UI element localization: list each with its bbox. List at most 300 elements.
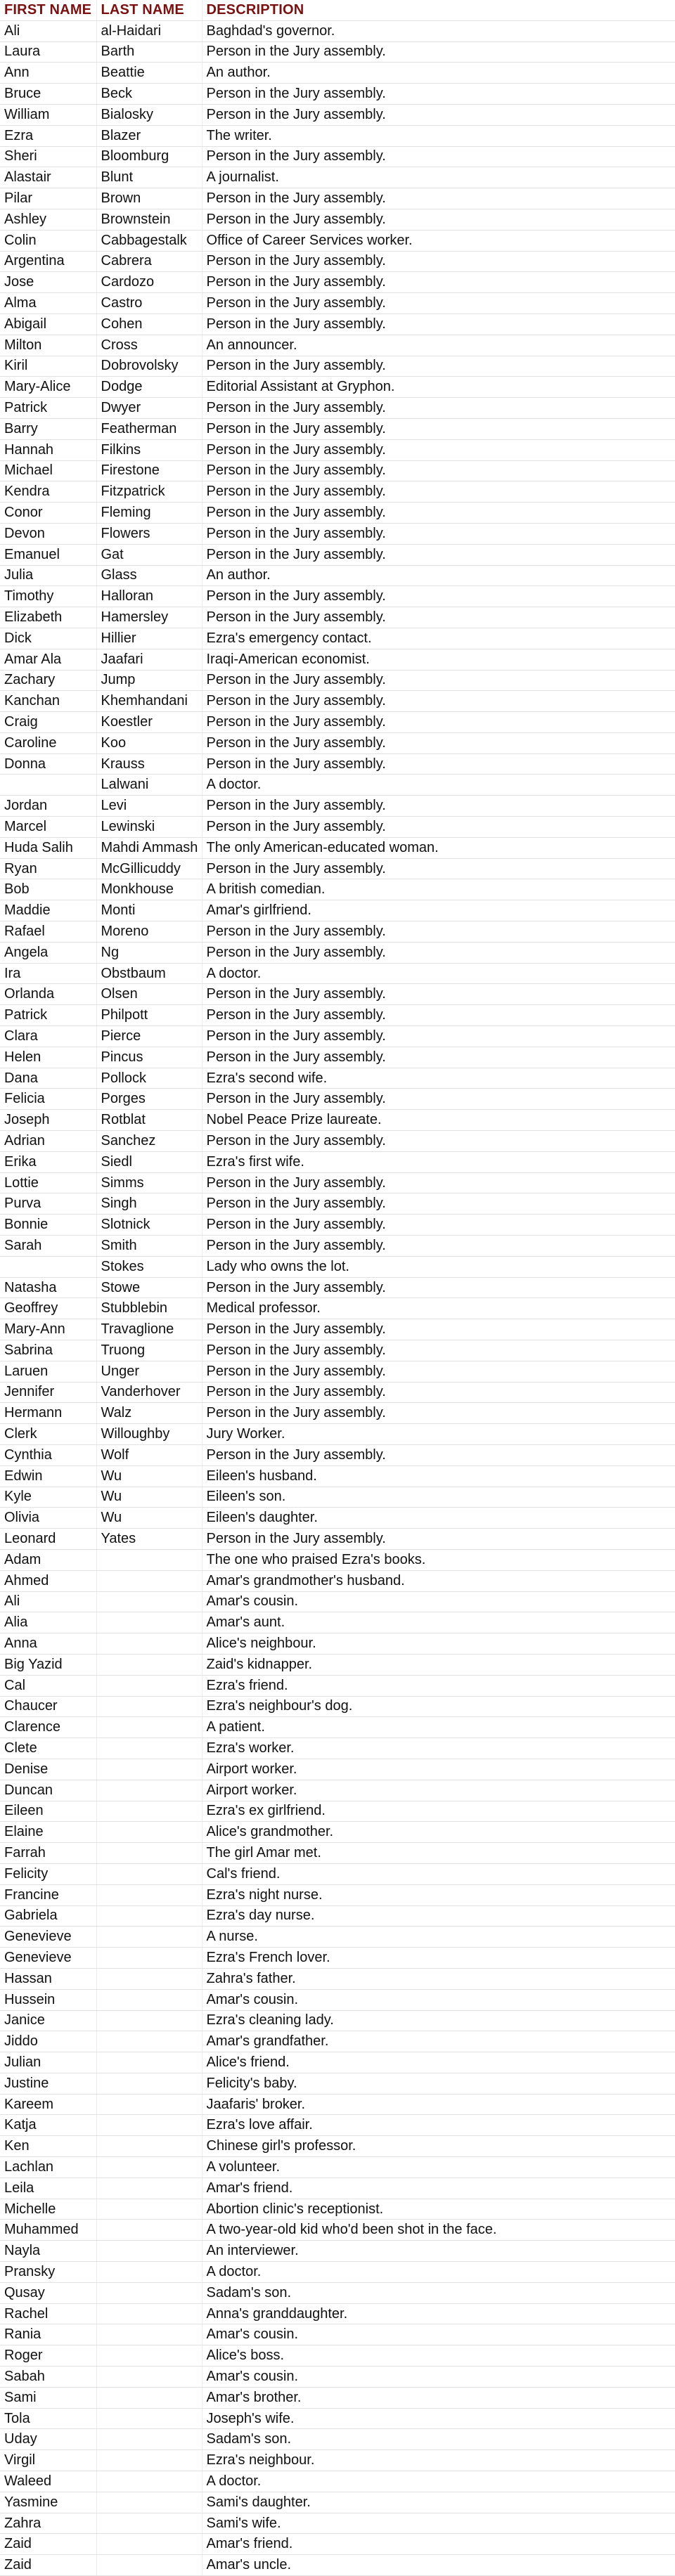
- table-row: [0, 753, 675, 775]
- cell-first-name: Katja: [0, 2115, 96, 2136]
- cell-description: Person in the Jury assembly.: [202, 439, 675, 460]
- table-row: [0, 356, 675, 377]
- cell-last-name: Hamersley: [96, 607, 202, 628]
- table-row: [0, 670, 675, 691]
- cell-last-name: [96, 1822, 202, 1843]
- cell-description: Amar's friend.: [202, 2534, 675, 2555]
- table-row: [0, 1696, 675, 1717]
- cell-first-name: Anna: [0, 1633, 96, 1655]
- cell-first-name: Kyle: [0, 1487, 96, 1508]
- cell-first-name: Ali: [0, 1591, 96, 1612]
- table-row: [0, 1968, 675, 1989]
- cell-last-name: Dwyer: [96, 398, 202, 419]
- cell-first-name: Eileen: [0, 1801, 96, 1822]
- table-row: [0, 2471, 675, 2492]
- table-row: [0, 146, 675, 167]
- cell-description: Person in the Jury assembly.: [202, 670, 675, 691]
- cell-description: Ezra's cleaning lady.: [202, 2010, 675, 2031]
- cell-first-name: Bob: [0, 879, 96, 900]
- table-row: [0, 503, 675, 524]
- cell-description: Jury Worker.: [202, 1424, 675, 1445]
- table-row: [0, 2262, 675, 2283]
- header-description: DESCRIPTION: [202, 0, 675, 20]
- cell-first-name: Alma: [0, 293, 96, 314]
- header-last-name: LAST NAME: [96, 0, 202, 20]
- cell-description: Ezra's love affair.: [202, 2115, 675, 2136]
- cell-first-name: Geoffrey: [0, 1298, 96, 1319]
- cell-last-name: Cohen: [96, 313, 202, 335]
- cell-description: Amar's cousin.: [202, 2324, 675, 2345]
- cell-last-name: Bialosky: [96, 104, 202, 125]
- cell-last-name: [96, 2241, 202, 2262]
- table-row: [0, 628, 675, 649]
- cell-last-name: Wu: [96, 1465, 202, 1487]
- cell-last-name: Castro: [96, 293, 202, 314]
- cell-first-name: Michelle: [0, 2199, 96, 2220]
- cell-first-name: Orlanda: [0, 984, 96, 1005]
- table-row: [0, 942, 675, 963]
- cell-first-name: Cal: [0, 1675, 96, 1696]
- cell-description: Amar's brother.: [202, 2387, 675, 2408]
- cell-description: Alice's grandmother.: [202, 1822, 675, 1843]
- cell-description: Zahra's father.: [202, 1968, 675, 1989]
- cell-description: Chinese girl's professor.: [202, 2136, 675, 2157]
- cell-first-name: William: [0, 104, 96, 125]
- table-row: [0, 230, 675, 251]
- table-row: [0, 2429, 675, 2450]
- table-row: [0, 1780, 675, 1801]
- table-row: [0, 837, 675, 858]
- cell-description: The one who praised Ezra's books.: [202, 1549, 675, 1570]
- table-row: [0, 84, 675, 105]
- table-row: [0, 1759, 675, 1780]
- cell-first-name: Laura: [0, 41, 96, 63]
- cell-description: Ezra's emergency contact.: [202, 628, 675, 649]
- cell-last-name: Gat: [96, 544, 202, 565]
- cell-last-name: [96, 1654, 202, 1675]
- cell-first-name: Rafael: [0, 921, 96, 943]
- table-row: [0, 377, 675, 398]
- cell-last-name: Ng: [96, 942, 202, 963]
- cell-first-name: Francine: [0, 1884, 96, 1905]
- cell-last-name: [96, 2513, 202, 2534]
- cell-last-name: Wolf: [96, 1444, 202, 1465]
- cell-last-name: Walz: [96, 1403, 202, 1424]
- cell-description: Iraqi-American economist.: [202, 649, 675, 670]
- table-row: [0, 2220, 675, 2241]
- cell-description: Person in the Jury assembly.: [202, 1215, 675, 1236]
- table-row: [0, 2513, 675, 2534]
- table-row: [0, 2177, 675, 2199]
- cell-first-name: Muhammed: [0, 2220, 96, 2241]
- cell-first-name: Bruce: [0, 84, 96, 105]
- cell-description: Person in the Jury assembly.: [202, 481, 675, 503]
- table-row: [0, 1884, 675, 1905]
- table-row: [0, 1843, 675, 1864]
- cell-last-name: [96, 2492, 202, 2513]
- table-row: [0, 2555, 675, 2576]
- cell-description: Amar's cousin.: [202, 1591, 675, 1612]
- cell-first-name: Timothy: [0, 586, 96, 607]
- cell-last-name: Monti: [96, 900, 202, 921]
- cell-first-name: Ali: [0, 20, 96, 41]
- table-row: [0, 167, 675, 188]
- cell-first-name: Zahra: [0, 2513, 96, 2534]
- cell-description: Sadam's son.: [202, 2282, 675, 2303]
- cell-last-name: Cabrera: [96, 251, 202, 272]
- cell-first-name: Genevieve: [0, 1948, 96, 1969]
- cell-description: Person in the Jury assembly.: [202, 817, 675, 838]
- cell-first-name: Zaid: [0, 2555, 96, 2576]
- cell-first-name: Angela: [0, 942, 96, 963]
- table-row: [0, 251, 675, 272]
- cell-first-name: Kanchan: [0, 691, 96, 712]
- cell-description: Office of Career Services worker.: [202, 230, 675, 251]
- cell-first-name: Barry: [0, 418, 96, 439]
- cell-first-name: [0, 1256, 96, 1277]
- cell-first-name: Sheri: [0, 146, 96, 167]
- cell-last-name: Lalwani: [96, 775, 202, 796]
- cell-first-name: Denise: [0, 1759, 96, 1780]
- cell-first-name: Clara: [0, 1026, 96, 1047]
- cell-first-name: Caroline: [0, 732, 96, 753]
- cell-last-name: Olsen: [96, 984, 202, 1005]
- cell-last-name: Simms: [96, 1172, 202, 1193]
- cell-first-name: Kendra: [0, 481, 96, 503]
- cell-last-name: Blunt: [96, 167, 202, 188]
- cell-description: Person in the Jury assembly.: [202, 209, 675, 230]
- cell-last-name: [96, 2471, 202, 2492]
- table-row: [0, 104, 675, 125]
- cell-last-name: Pollock: [96, 1068, 202, 1089]
- cell-description: Person in the Jury assembly.: [202, 942, 675, 963]
- cell-last-name: Travaglione: [96, 1319, 202, 1340]
- cell-first-name: Ezra: [0, 125, 96, 146]
- cell-last-name: Dodge: [96, 377, 202, 398]
- cell-first-name: Devon: [0, 523, 96, 544]
- cell-last-name: Rotblat: [96, 1110, 202, 1131]
- cell-description: A doctor.: [202, 963, 675, 984]
- cell-description: Medical professor.: [202, 1298, 675, 1319]
- cell-description: Eileen's daughter.: [202, 1508, 675, 1529]
- cell-description: Person in the Jury assembly.: [202, 1236, 675, 1257]
- cell-last-name: Beattie: [96, 63, 202, 84]
- table-row: [0, 858, 675, 879]
- cell-last-name: Filkins: [96, 439, 202, 460]
- table-row: [0, 712, 675, 733]
- cell-description: Person in the Jury assembly.: [202, 251, 675, 272]
- table-row: [0, 817, 675, 838]
- table-row: [0, 1298, 675, 1319]
- cell-first-name: Joseph: [0, 1110, 96, 1131]
- cell-last-name: [96, 2555, 202, 2576]
- table-row: [0, 439, 675, 460]
- table-row: [0, 2450, 675, 2471]
- table-row: [0, 1382, 675, 1403]
- cell-description: A volunteer.: [202, 2157, 675, 2178]
- cell-first-name: Craig: [0, 712, 96, 733]
- cell-description: A two-year-old kid who'd been shot in the face.: [202, 2220, 675, 2241]
- table-row: [0, 1068, 675, 1089]
- cell-first-name: Uday: [0, 2429, 96, 2450]
- cell-description: Person in the Jury assembly.: [202, 41, 675, 63]
- cell-last-name: al-Haidari: [96, 20, 202, 41]
- cell-last-name: Siedl: [96, 1151, 202, 1172]
- table-row: [0, 1131, 675, 1152]
- cell-first-name: Sabrina: [0, 1340, 96, 1361]
- table-row: [0, 1717, 675, 1738]
- table-row: [0, 921, 675, 943]
- header-row: [0, 0, 675, 20]
- cell-description: Amar's grandfather.: [202, 2031, 675, 2052]
- table-row: [0, 1215, 675, 1236]
- cell-last-name: [96, 1884, 202, 1905]
- cell-description: Alice's neighbour.: [202, 1633, 675, 1655]
- cell-last-name: [96, 2052, 202, 2073]
- cell-first-name: Nayla: [0, 2241, 96, 2262]
- table-row: [0, 544, 675, 565]
- cell-last-name: Brownstein: [96, 209, 202, 230]
- cell-first-name: Edwin: [0, 1465, 96, 1487]
- cell-first-name: Janice: [0, 2010, 96, 2031]
- cell-description: A patient.: [202, 1717, 675, 1738]
- table-row: [0, 984, 675, 1005]
- table-body: [0, 20, 675, 2575]
- cell-first-name: Julian: [0, 2052, 96, 2073]
- cell-last-name: Stowe: [96, 1277, 202, 1298]
- table-row: [0, 293, 675, 314]
- table-row: [0, 1738, 675, 1759]
- table-row: [0, 2408, 675, 2429]
- table-row: [0, 879, 675, 900]
- table-row: [0, 1277, 675, 1298]
- cell-last-name: Vanderhover: [96, 1382, 202, 1403]
- table-row: [0, 649, 675, 670]
- cell-description: A doctor.: [202, 2262, 675, 2283]
- cell-last-name: Slotnick: [96, 1215, 202, 1236]
- cell-last-name: [96, 2177, 202, 2199]
- table-row: [0, 1319, 675, 1340]
- cell-description: Baghdad's governor.: [202, 20, 675, 41]
- table-row: [0, 1654, 675, 1675]
- cell-first-name: Olivia: [0, 1508, 96, 1529]
- table-row: [0, 1172, 675, 1193]
- cell-first-name: Kareem: [0, 2094, 96, 2115]
- cell-last-name: [96, 1759, 202, 1780]
- cell-last-name: Bloomburg: [96, 146, 202, 167]
- cell-first-name: Hermann: [0, 1403, 96, 1424]
- cell-description: Person in the Jury assembly.: [202, 272, 675, 293]
- table-row: [0, 1633, 675, 1655]
- table-row: [0, 1193, 675, 1215]
- cell-description: Person in the Jury assembly.: [202, 313, 675, 335]
- cell-first-name: Felicity: [0, 1863, 96, 1884]
- cell-first-name: Milton: [0, 335, 96, 356]
- table-row: [0, 2136, 675, 2157]
- table-row: [0, 1236, 675, 1257]
- cell-description: Amar's grandmother's husband.: [202, 1570, 675, 1591]
- table-row: [0, 1591, 675, 1612]
- header-first-name: FIRST NAME: [0, 0, 96, 20]
- cell-last-name: [96, 1905, 202, 1927]
- table-row: [0, 1822, 675, 1843]
- cell-last-name: Fleming: [96, 503, 202, 524]
- cell-description: Amar's aunt.: [202, 1612, 675, 1633]
- cell-first-name: Jennifer: [0, 1382, 96, 1403]
- cell-last-name: [96, 2010, 202, 2031]
- cell-last-name: [96, 1696, 202, 1717]
- table-row: [0, 691, 675, 712]
- cell-description: Person in the Jury assembly.: [202, 691, 675, 712]
- cell-description: Person in the Jury assembly.: [202, 523, 675, 544]
- cell-description: Person in the Jury assembly.: [202, 858, 675, 879]
- cell-first-name: Helen: [0, 1047, 96, 1068]
- cell-description: Editorial Assistant at Gryphon.: [202, 377, 675, 398]
- cell-description: Ezra's French lover.: [202, 1948, 675, 1969]
- cell-description: Cal's friend.: [202, 1863, 675, 1884]
- cell-description: Person in the Jury assembly.: [202, 1047, 675, 1068]
- cell-last-name: Koo: [96, 732, 202, 753]
- cell-first-name: Chaucer: [0, 1696, 96, 1717]
- table-row: [0, 1424, 675, 1445]
- table-row: [0, 2534, 675, 2555]
- cell-description: Person in the Jury assembly.: [202, 1193, 675, 1215]
- cell-description: Person in the Jury assembly.: [202, 503, 675, 524]
- cell-first-name: Alia: [0, 1612, 96, 1633]
- cell-first-name: Elaine: [0, 1822, 96, 1843]
- cell-description: Person in the Jury assembly.: [202, 1340, 675, 1361]
- cell-description: Person in the Jury assembly.: [202, 586, 675, 607]
- cell-first-name: Mary-Ann: [0, 1319, 96, 1340]
- cell-last-name: Obstbaum: [96, 963, 202, 984]
- cell-description: Sami's daughter.: [202, 2492, 675, 2513]
- cell-first-name: Gabriela: [0, 1905, 96, 1927]
- cell-last-name: Stubblebin: [96, 1298, 202, 1319]
- cell-last-name: [96, 2324, 202, 2345]
- cell-last-name: [96, 1612, 202, 1633]
- cell-last-name: [96, 2408, 202, 2429]
- cell-last-name: [96, 1717, 202, 1738]
- cell-last-name: Moreno: [96, 921, 202, 943]
- cell-description: Jaafaris' broker.: [202, 2094, 675, 2115]
- table-row: [0, 1529, 675, 1550]
- table-row: [0, 2094, 675, 2115]
- cell-description: Ezra's second wife.: [202, 1068, 675, 1089]
- cell-last-name: [96, 1989, 202, 2010]
- cell-last-name: Dobrovolsky: [96, 356, 202, 377]
- cell-first-name: Farrah: [0, 1843, 96, 1864]
- cell-description: Sami's wife.: [202, 2513, 675, 2534]
- cell-description: A doctor.: [202, 775, 675, 796]
- cell-description: Person in the Jury assembly.: [202, 1089, 675, 1110]
- cell-first-name: Sarah: [0, 1236, 96, 1257]
- cell-first-name: Jose: [0, 272, 96, 293]
- cell-description: Amar's uncle.: [202, 2555, 675, 2576]
- cell-last-name: Singh: [96, 1193, 202, 1215]
- table-row: [0, 313, 675, 335]
- cell-description: Felicity's baby.: [202, 2073, 675, 2094]
- cell-description: An announcer.: [202, 335, 675, 356]
- table-row: [0, 2303, 675, 2324]
- table-row: [0, 565, 675, 586]
- cell-description: Alice's boss.: [202, 2345, 675, 2367]
- table-row: [0, 418, 675, 439]
- table-row: [0, 481, 675, 503]
- cell-first-name: Leonard: [0, 1529, 96, 1550]
- cell-last-name: [96, 1968, 202, 1989]
- cell-last-name: [96, 2136, 202, 2157]
- cell-description: A journalist.: [202, 167, 675, 188]
- cell-last-name: [96, 1675, 202, 1696]
- cell-first-name: Jordan: [0, 796, 96, 817]
- cell-last-name: [96, 2115, 202, 2136]
- cell-first-name: Big Yazid: [0, 1654, 96, 1675]
- cell-first-name: Genevieve: [0, 1927, 96, 1948]
- cell-first-name: Ryan: [0, 858, 96, 879]
- cell-last-name: [96, 2031, 202, 2052]
- table-row: [0, 1340, 675, 1361]
- cell-first-name: Kiril: [0, 356, 96, 377]
- cell-first-name: Sami: [0, 2387, 96, 2408]
- cell-description: Ezra's worker.: [202, 1738, 675, 1759]
- table-row: [0, 2052, 675, 2073]
- cell-last-name: Halloran: [96, 586, 202, 607]
- cell-description: Ezra's night nurse.: [202, 1884, 675, 1905]
- cell-description: Person in the Jury assembly.: [202, 921, 675, 943]
- cell-description: Person in the Jury assembly.: [202, 1403, 675, 1424]
- cell-description: Person in the Jury assembly.: [202, 146, 675, 167]
- cell-last-name: [96, 2345, 202, 2367]
- cell-last-name: Firestone: [96, 460, 202, 481]
- cell-last-name: Featherman: [96, 418, 202, 439]
- cell-description: Person in the Jury assembly.: [202, 984, 675, 1005]
- cell-description: The girl Amar met.: [202, 1843, 675, 1864]
- cell-first-name: Tola: [0, 2408, 96, 2429]
- cell-description: Eileen's husband.: [202, 1465, 675, 1487]
- cell-last-name: [96, 1843, 202, 1864]
- table-row: [0, 1905, 675, 1927]
- cell-first-name: Erika: [0, 1151, 96, 1172]
- table-row: [0, 460, 675, 481]
- cell-last-name: [96, 2282, 202, 2303]
- table-row: [0, 963, 675, 984]
- cell-first-name: Abigail: [0, 313, 96, 335]
- cell-last-name: McGillicuddy: [96, 858, 202, 879]
- cell-first-name: Clarence: [0, 1717, 96, 1738]
- table-row: [0, 1801, 675, 1822]
- cell-last-name: Glass: [96, 565, 202, 586]
- cell-description: The only American-educated woman.: [202, 837, 675, 858]
- cell-first-name: Virgil: [0, 2450, 96, 2471]
- cell-last-name: Willoughby: [96, 1424, 202, 1445]
- cell-last-name: Monkhouse: [96, 879, 202, 900]
- cell-first-name: Rachel: [0, 2303, 96, 2324]
- cell-first-name: Roger: [0, 2345, 96, 2367]
- cell-first-name: Pransky: [0, 2262, 96, 2283]
- table-row: [0, 1403, 675, 1424]
- cell-last-name: Smith: [96, 1236, 202, 1257]
- table-row: [0, 2367, 675, 2388]
- cell-description: Person in the Jury assembly.: [202, 1026, 675, 1047]
- cell-description: Zaid's kidnapper.: [202, 1654, 675, 1675]
- cell-description: Person in the Jury assembly.: [202, 418, 675, 439]
- cell-last-name: Blazer: [96, 125, 202, 146]
- cell-first-name: Emanuel: [0, 544, 96, 565]
- cell-last-name: Stokes: [96, 1256, 202, 1277]
- cell-first-name: Hannah: [0, 439, 96, 460]
- cell-first-name: Duncan: [0, 1780, 96, 1801]
- table-row: [0, 796, 675, 817]
